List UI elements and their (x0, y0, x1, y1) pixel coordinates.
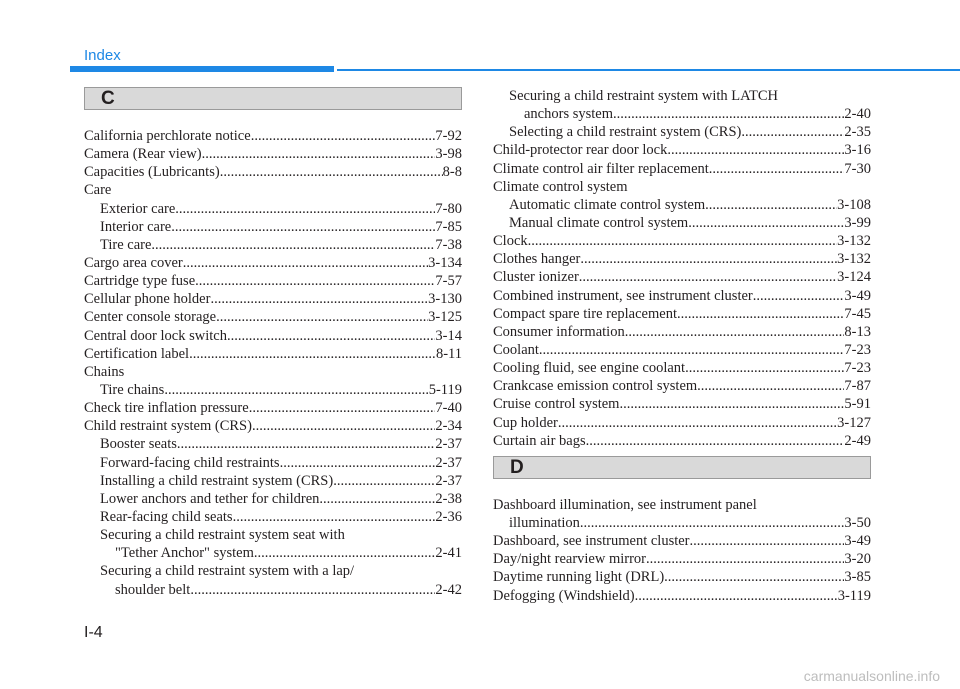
entry-text: Center console storage (84, 309, 217, 326)
index-entry (84, 490, 462, 508)
entry-page: 3-127 (837, 414, 871, 431)
right-entry-list-d (493, 496, 871, 605)
index-entry (84, 472, 462, 490)
left-column (84, 87, 462, 599)
entry-page: 2-41 (435, 545, 462, 562)
index-entry (493, 496, 871, 514)
index-entry (493, 550, 871, 568)
right-column (493, 87, 871, 605)
entry-text: Child restraint system (CRS) (84, 418, 252, 435)
dot-leader (558, 414, 837, 432)
entry-text: Interior care (100, 218, 172, 235)
dot-leader (254, 544, 436, 562)
entry-page: 7-40 (435, 400, 462, 417)
entry-text: Exterior care (100, 200, 176, 217)
dot-leader (690, 532, 845, 550)
index-entry (493, 305, 871, 323)
section-letter-c: C (101, 88, 115, 109)
entry-page: 2-37 (435, 454, 462, 471)
dot-leader (220, 163, 443, 181)
entry-page: 3-85 (844, 569, 871, 586)
entry-page: 2-34 (435, 418, 462, 435)
entry-text: California perchlorate notice (84, 128, 251, 144)
index-entry (493, 87, 871, 105)
dot-leader (183, 254, 428, 272)
dot-leader (251, 127, 436, 145)
entry-page: 8-13 (844, 323, 871, 340)
index-entry (493, 359, 871, 377)
entry-page: 3-20 (844, 551, 871, 568)
dot-leader (190, 581, 435, 599)
index-entry (493, 178, 871, 196)
entry-page: 7-85 (435, 218, 462, 235)
page-number: I-4 (84, 624, 103, 641)
index-entry (84, 218, 462, 236)
dot-leader (539, 341, 844, 359)
entry-text: Booster seats (100, 436, 177, 453)
index-entry (84, 308, 462, 326)
entry-text: Cartridge type fuse (84, 273, 196, 290)
index-entry (84, 272, 462, 290)
entry-text: Central door lock switch (84, 327, 227, 344)
dot-leader (580, 514, 845, 532)
index-entry (493, 377, 871, 395)
entry-text: Combined instrument, see instrument cluster (493, 287, 753, 304)
entry-text: illumination (509, 514, 580, 531)
dot-leader (741, 123, 844, 141)
dot-leader (210, 290, 428, 308)
right-entry-list-c (493, 87, 871, 450)
entry-page: 5-119 (428, 381, 462, 398)
entry-text: Cellular phone holder (84, 291, 211, 308)
entry-text: Capacities (Lubricants) (84, 164, 220, 181)
dot-leader (319, 490, 435, 508)
index-entry (493, 141, 871, 159)
index-entry (84, 435, 462, 453)
entry-text: Care (84, 182, 112, 199)
index-entry (84, 236, 462, 254)
entry-text: Cargo area cover (84, 254, 183, 271)
index-entry (493, 514, 871, 532)
index-entry (84, 544, 462, 562)
dot-leader (709, 160, 845, 178)
dot-leader (195, 272, 435, 290)
entry-page: 2-35 (844, 124, 871, 141)
entry-text: Certification label (84, 345, 190, 362)
dot-leader (177, 435, 435, 453)
entry-page: 3-108 (837, 196, 871, 213)
dot-leader (685, 359, 844, 377)
entry-text: Tire care (100, 236, 152, 253)
entry-page: 3-49 (844, 533, 871, 550)
entry-text: Forward-facing child restraints (100, 454, 280, 471)
entry-page: 3-98 (435, 146, 462, 163)
index-entry (84, 145, 462, 163)
entry-text: Climate control air filter replacement (493, 160, 709, 177)
entry-page: 3-130 (428, 291, 462, 308)
entry-text: Cluster ionizer (493, 269, 579, 286)
dot-leader (202, 145, 436, 163)
dot-leader (175, 200, 435, 218)
entry-text: anchors system (524, 106, 613, 123)
entry-page: 3-124 (837, 269, 871, 286)
dot-leader (151, 236, 435, 254)
dot-leader (625, 323, 845, 341)
dot-leader (705, 196, 837, 214)
index-entry (84, 454, 462, 472)
entry-text: shoulder belt (115, 581, 191, 598)
entry-text: Lower anchors and tether for children (100, 490, 320, 507)
entry-page: 3-132 (837, 251, 871, 268)
entry-page: 3-14 (435, 327, 462, 344)
entry-page: 5-91 (844, 396, 871, 413)
entry-page: 3-132 (837, 233, 871, 250)
entry-text: Cup holder (493, 414, 558, 431)
dot-leader (753, 287, 845, 305)
index-entry (493, 250, 871, 268)
dot-leader (164, 381, 428, 399)
section-header-d (493, 456, 871, 479)
entry-text: Securing a child restraint system with LATCH (509, 88, 779, 104)
entry-page: 7-57 (435, 273, 462, 290)
index-entry (493, 268, 871, 286)
dot-leader (189, 345, 436, 363)
entry-text: Chains (84, 363, 125, 380)
index-entry (493, 287, 871, 305)
entry-page: 7-45 (844, 305, 871, 322)
index-entry (493, 414, 871, 432)
index-entry (493, 532, 871, 550)
header-rule-thin (337, 69, 960, 71)
index-entry (84, 417, 462, 435)
dot-leader (635, 587, 838, 605)
section-header-c (84, 87, 462, 110)
entry-text: Curtain air bags (493, 432, 586, 449)
dot-leader (664, 568, 844, 586)
entry-page: 7-23 (844, 341, 871, 358)
left-entry-list (84, 127, 462, 599)
entry-text: Consumer information (493, 323, 625, 340)
entry-page: 7-80 (435, 200, 462, 217)
dot-leader (528, 232, 838, 250)
dot-leader (613, 105, 844, 123)
entry-text: Securing a child restraint system seat with (100, 527, 345, 544)
index-entry (84, 526, 462, 544)
index-entry (493, 432, 871, 450)
index-title: Index (84, 47, 121, 64)
entry-page: 7-30 (844, 160, 871, 177)
entry-page: 2-40 (844, 106, 871, 123)
entry-text: "Tether Anchor" system (115, 545, 254, 562)
entry-text: Automatic climate control system (509, 196, 706, 213)
entry-page: 7-38 (435, 236, 462, 253)
entry-page: 7-87 (844, 378, 871, 395)
entry-text: Coolant (493, 341, 539, 358)
dot-leader (333, 472, 435, 490)
entry-text: Manual climate control system (509, 214, 689, 231)
index-entry (84, 200, 462, 218)
dot-leader (579, 268, 837, 286)
index-entry (493, 123, 871, 141)
dot-leader (227, 327, 435, 345)
dot-leader (688, 214, 844, 232)
entry-text: Camera (Rear view) (84, 146, 202, 163)
dot-leader (586, 432, 845, 450)
dot-leader (667, 141, 844, 159)
entry-page: 2-38 (435, 490, 462, 507)
entry-text: Compact spare tire replacement (493, 305, 677, 322)
dot-leader (580, 250, 837, 268)
index-entry (84, 381, 462, 399)
entry-page: 2-37 (435, 472, 462, 489)
entry-text: Day/night rearview mirror (493, 551, 647, 568)
watermark: carmanualsonline.info (803, 668, 940, 684)
entry-text: Rear-facing child seats (100, 508, 233, 525)
entry-page: 7-92 (435, 128, 462, 144)
index-entry (84, 363, 462, 381)
index-entry (84, 163, 462, 181)
dot-leader (280, 454, 436, 472)
dot-leader (249, 399, 436, 417)
entry-page: 2-42 (435, 581, 462, 598)
section-letter-d: D (510, 456, 524, 478)
entry-page: 7-23 (844, 360, 871, 377)
entry-text: Installing a child restraint system (CRS) (100, 472, 334, 489)
index-entry (493, 323, 871, 341)
entry-page: 3-50 (844, 514, 871, 531)
entry-text: Child-protector rear door lock (493, 142, 668, 159)
entry-page: 3-99 (844, 214, 871, 231)
entry-page: 3-119 (837, 587, 871, 604)
index-entry (493, 196, 871, 214)
entry-text: Dashboard, see instrument cluster (493, 533, 690, 550)
index-entry (493, 341, 871, 359)
entry-text: Tire chains (100, 381, 165, 398)
entry-text: Climate control system (493, 178, 628, 195)
entry-text: Crankcase emission control system (493, 378, 698, 395)
index-entry (493, 105, 871, 123)
entry-page: 3-125 (428, 309, 462, 326)
index-entry (493, 214, 871, 232)
entry-text: Cooling fluid, see engine coolant (493, 360, 686, 377)
entry-text: Cruise control system (493, 396, 620, 413)
entry-text: Securing a child restraint system with a lap/ (100, 563, 355, 580)
entry-text: Selecting a child restraint system (CRS) (509, 124, 742, 141)
dot-leader (619, 395, 844, 413)
entry-page: 2-36 (435, 508, 462, 525)
index-entry (84, 399, 462, 417)
entry-text: Daytime running light (DRL) (493, 569, 665, 586)
index-entry (493, 160, 871, 178)
entry-page: 3-134 (428, 254, 462, 271)
index-entry (493, 568, 871, 586)
index-entry (84, 290, 462, 308)
dot-leader (646, 550, 844, 568)
index-entry (84, 508, 462, 526)
header-rule-thick (70, 66, 334, 72)
index-entry (493, 395, 871, 413)
index-entry (84, 181, 462, 199)
entry-text: Defogging (Windshield) (493, 587, 635, 604)
dot-leader (171, 218, 435, 236)
entry-page: 8-11 (435, 345, 462, 362)
entry-page: 3-49 (844, 287, 871, 304)
entry-page: 8-8 (442, 164, 462, 181)
index-entry (84, 581, 462, 599)
index-entry (84, 562, 462, 580)
entry-page: 2-37 (435, 436, 462, 453)
entry-page: 2-49 (844, 432, 871, 449)
dot-leader (252, 417, 435, 435)
index-entry (84, 345, 462, 363)
dot-leader (677, 305, 844, 323)
dot-leader (697, 377, 844, 395)
index-entry (84, 254, 462, 272)
dot-leader (216, 308, 428, 326)
dot-leader (233, 508, 436, 526)
entry-text: Clothes hanger (493, 251, 581, 268)
entry-page: 3-16 (844, 142, 871, 159)
index-entry (84, 127, 462, 145)
index-entry (493, 232, 871, 250)
index-entry (493, 587, 871, 605)
index-entry (84, 327, 462, 345)
entry-text: Dashboard illumination, see instrument panel (493, 496, 757, 513)
entry-text: Check tire inflation pressure (84, 400, 249, 417)
entry-text: Clock (493, 233, 528, 250)
